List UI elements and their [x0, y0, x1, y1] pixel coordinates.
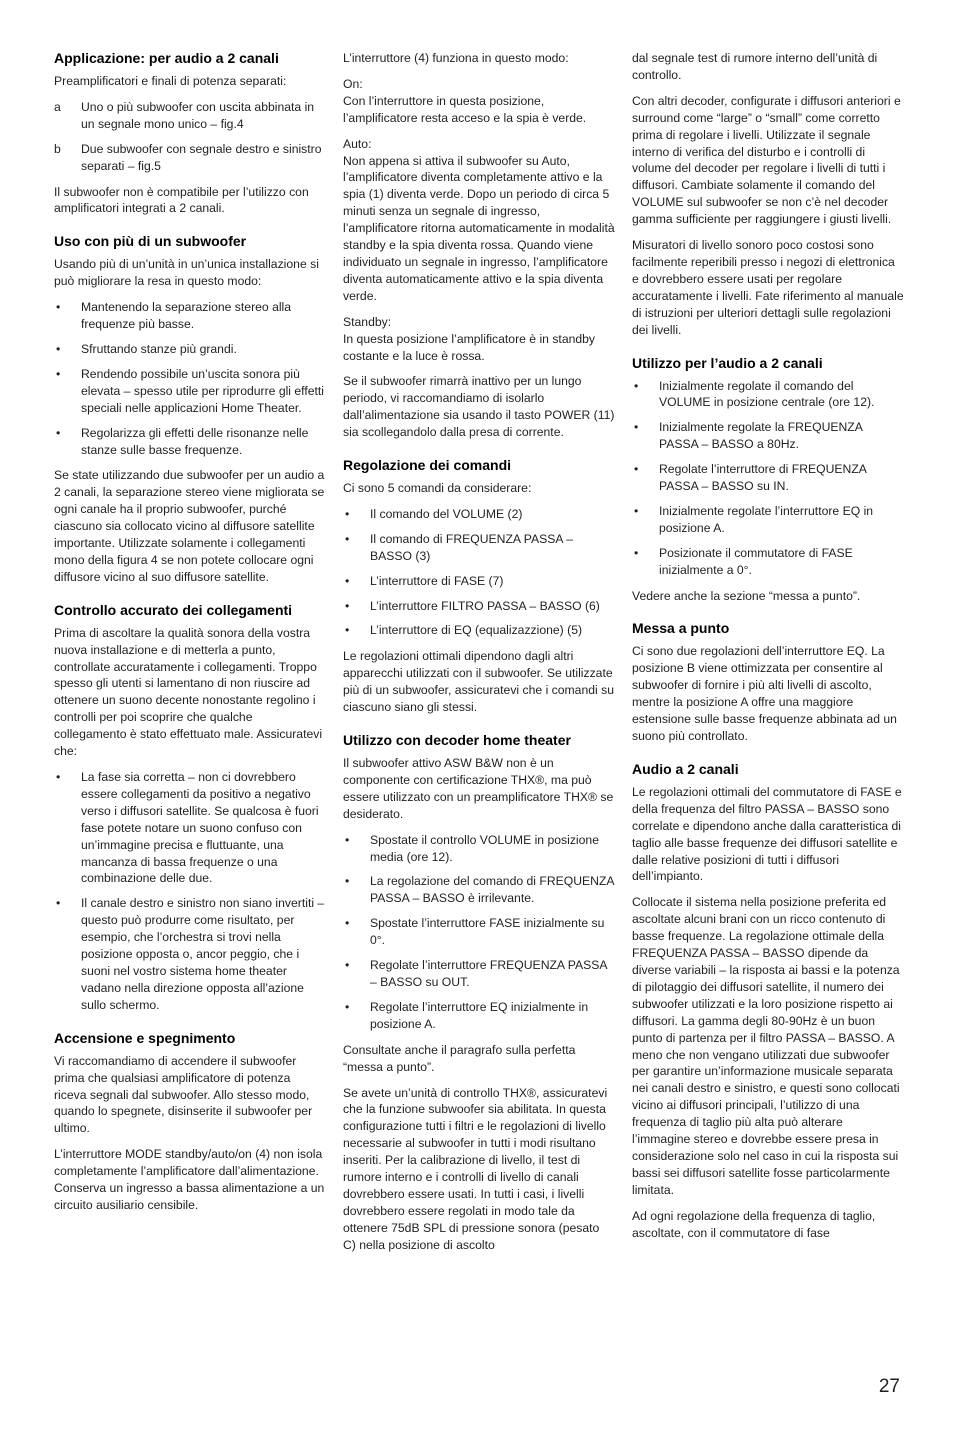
list-item [343, 873, 615, 907]
paragraph: Vi raccomandiamo di accendere il subwoofer prima che qualsiasi amplificatore di potenza riceva segnali dal subwoofer. Allo stesso modo, quando lo spegnete, disinserite il subwoofer per ultimo. [54, 1053, 313, 1136]
list-item [343, 957, 615, 991]
section-heading: Regolazione dei comandi [343, 457, 512, 474]
list-item-text: Regolarizza gli effetti delle risonanze nelle stanze sulle basse frequenze. [81, 425, 309, 457]
list-item-text: Spostate il controllo VOLUME in posizione media (ore 12). [370, 832, 599, 864]
bullet-marker: • [56, 300, 61, 315]
list-item-text: L’interruttore di FASE (7) [370, 573, 504, 588]
list-item [54, 141, 326, 175]
list-item [632, 378, 904, 412]
paragraph: Il subwoofer attivo ASW B&W non è un componente con certificazione THX®, ma può essere utilizzato con un preamplificatore THX® se desiderato. [343, 756, 614, 821]
paragraph: Ci sono 5 comandi da considerare: [343, 481, 532, 496]
section-audio-2-canali [632, 761, 904, 1242]
list-item [54, 99, 326, 133]
list-item-text: Il comando del VOLUME (2) [370, 506, 523, 521]
section-heading: Controllo accurato dei collegamenti [54, 601, 293, 618]
list-item-text: Il comando di FREQUENZA PASSA – BASSO (3) [370, 531, 573, 563]
paragraph: Collocate il sistema nella posizione preferita ed ascoltate alcuni brani con un ricco contenuto di basse frequenze. La regolazione ottimale della FREQUENZA PASSA – BASSO dipende da diverse variabili – la risposta ai bassi e la potenza di pilotaggio dei diffusori satellite, il numero dei subwoofer utilizzati e la loro posizione rispetto ai diffusori. La gamma degli 80-90Hz è un buon punto di partenza per il filtro PASSA – BASSO. A meno che non vengano utilizzati due subwoofer per garantire un’informazione musicale separata nei canali destro e sinistro, e questi sono collocati vicino ai diffusori principali, l’utilizzo di una frequenza di taglio più alta può alterare l’immagine stereo e dovrebbe essere presa in considerazione solo nel caso in cui la risposta sui bassi sei diffusori satellite fosse particolarmente limitata. [632, 895, 900, 1197]
bullet-marker: • [634, 503, 639, 518]
page-number: 27 [878, 1376, 900, 1397]
paragraph: L’interruttore MODE standby/auto/on (4) non isola completamente l’amplificatore dall’alimentazione. Conserva un ingresso a bassa alimentazione a un circuito ausiliario censibile. [54, 1147, 325, 1212]
list-item-text: Il canale destro e sinistro non siano invertiti – questo può produrre come risultato, per esempio, che l’orchestra si trovi nella posizione opposta o, ancor peggio, che i suoni nel vostro sistema home theater vadano nella direzione opposta all’azione sullo schermo. [81, 896, 325, 1012]
list-item-text: La regolazione del comando di FREQUENZA PASSA – BASSO è irrilevante. [370, 874, 614, 906]
list-item [632, 545, 904, 579]
list-item [54, 769, 326, 887]
bullet-marker: • [345, 916, 350, 931]
list-marker: b [54, 141, 61, 156]
bullet-marker: • [634, 420, 639, 435]
bullet-marker: • [634, 545, 639, 560]
list-item [343, 832, 615, 866]
bullet-list [343, 832, 615, 1033]
list-item-text: Posizionate il commutatore di FASE inizialmente a 0°. [659, 545, 853, 577]
paragraph: Se avete un’unità di controllo THX®, assicuratevi che la funzione subwoofer sia abilitata. In questa configurazione tutti i filtri e le regolazioni di livello necessarie al subwoofer in tutti i modi risultano inseriti. Per la calibrazione di livello, il test di rumore interno e i controlli di livello di canali dovrebbero essere usati. In tutti i casi, i livelli dovrebbero essere regolati in modo tale da ottenere 75dB SPL di pressione sonora (pesato C) nella posizione di ascolto [343, 1085, 608, 1252]
bullet-marker: • [345, 598, 350, 613]
lettered-list [54, 99, 326, 175]
list-item [54, 895, 326, 1013]
list-item-text: L’interruttore di EQ (equalizazzione) (5) [370, 623, 583, 638]
list-item [54, 366, 326, 417]
list-item [54, 425, 326, 459]
paragraph: Se il subwoofer rimarrà inattivo per un lungo periodo, vi raccomandiamo di isolarlo dall’alimentazione sia usando il tasto POWER (11) sia scollegandolo dalla presa di corrente. [343, 374, 615, 440]
bullet-marker: • [634, 462, 639, 477]
section-heading: Accensione e spegnimento [54, 1029, 236, 1046]
list-item-text: Regolate l’interruttore di FREQUENZA PASSA – BASSO su IN. [659, 462, 867, 494]
bullet-list [54, 769, 326, 1014]
bullet-list [54, 299, 326, 458]
paragraph: Ci sono due regolazioni dell’interruttore EQ. La posizione B viene ottimizzata per consentire al subwoofer di fornire i più alti livelli di ascolto, mentre la posizione A offre una maggiore estensione sulle basse frequenze abbinata ad un suono più controllato. [632, 644, 897, 743]
list-item [343, 573, 615, 590]
mode-label-standby: Standby: [343, 314, 392, 329]
list-item [54, 299, 326, 333]
paragraph: Usando più di un’unità in un’unica installazione si può migliorare la resa in questo modo: [54, 257, 319, 289]
list-item-text: Regolate l’interruttore EQ inizialmente in posizione A. [370, 999, 589, 1031]
bullet-marker: • [634, 378, 639, 393]
bullet-marker: • [56, 770, 61, 784]
list-item-text: Rendendo possibile un’uscita sonora più elevata – spesso utile per riprodurre gli effetti speciali nelle applicazioni Home Theater. [81, 366, 324, 415]
section-utilizzo-audio-2-canali [632, 355, 904, 605]
bullet-marker: • [345, 874, 350, 889]
section-heading: Audio a 2 canali [632, 760, 739, 777]
paragraph: Non appena si attiva il subwoofer su Auto, l’amplificatore diventa completamente attivo e la spia (1) diventa verde. Dopo un periodo di circa 5 minuti senza un segnale di ingresso, l’amplificatore ritorna automaticamente in modalità standby e la spia diventa rossa. Quando viene individuato un segnale in ingresso, l’amplificatore diventa automaticamente attivo e la spia diventa verde. [343, 153, 615, 303]
section-uso-piu-subwoofer [54, 233, 326, 585]
mode-label-auto: Auto: [343, 136, 372, 151]
section-continued [632, 50, 904, 339]
list-item [343, 915, 615, 949]
list-item [54, 341, 326, 358]
paragraph: Preamplificatori e finali di potenza separati: [54, 74, 287, 88]
paragraph: L’interruttore (4) funziona in questo modo: [343, 51, 569, 65]
bullet-marker: • [345, 999, 350, 1014]
paragraph: Vedere anche la sezione “messa a punto”. [632, 588, 861, 603]
list-marker: a [54, 99, 61, 114]
list-item [343, 622, 615, 639]
bullet-marker: • [56, 366, 61, 381]
section-decoder-home-theater [343, 732, 615, 1254]
column-1 [54, 50, 326, 1230]
paragraph: Consultate anche il paragrafo sulla perfetta “messa a punto”. [343, 1042, 576, 1074]
bullet-marker: • [345, 506, 350, 521]
list-item-text: Regolate l’interruttore FREQUENZA PASSA – BASSO su OUT. [370, 958, 607, 989]
paragraph: Ad ogni regolazione della frequenza di taglio, ascoltate, con il commutatore di fase [632, 1208, 876, 1240]
section-heading: Uso con più di un subwoofer [54, 233, 247, 250]
section-heading: Applicazione: per audio a 2 canali [54, 50, 279, 66]
list-item-text: Inizialmente regolate l’interruttore EQ in posizione A. [659, 503, 874, 535]
section-messa-a-punto [632, 620, 904, 744]
section-controllo-collegamenti [54, 602, 326, 1014]
section-accensione-spegnimento [54, 1030, 326, 1214]
list-item [343, 999, 615, 1033]
paragraph: In questa posizione l’amplificatore è in standby costante e la luce è rossa. [343, 331, 596, 363]
bullet-marker: • [56, 425, 61, 440]
section-regolazione-comandi [343, 457, 615, 716]
bullet-marker: • [345, 832, 350, 847]
paragraph: Il subwoofer non è compatibile per l’utilizzo con amplificatori integrati a 2 canali. [54, 184, 309, 216]
column-3 [632, 50, 904, 1257]
paragraph: Con l’interruttore in questa posizione, l’amplificatore resta acceso e la spia è verde. [343, 93, 587, 125]
bullet-marker: • [56, 896, 61, 911]
section-heading: Utilizzo con decoder home theater [343, 732, 571, 748]
list-item [632, 419, 904, 453]
paragraph: Le regolazioni ottimali del commutatore di FASE e della frequenza del filtro PASSA – BASSO sono correlate e dipendono anche dalla caratteristica di taglio alle basse frequenze dei diffusori satellite e dalle relative posizioni di tutti i diffusori dell’impianto. [632, 784, 902, 884]
list-item [343, 506, 615, 523]
bullet-list [632, 378, 904, 579]
bullet-marker: • [345, 531, 350, 546]
paragraph: Prima di ascoltare la qualità sonora della vostra nuova installazione e di metterla a punto, controllate accuratamente i collegamenti. Troppo spesso gli utenti si lamentano di non riuscire ad ottenere un suono decente nonostante regolino i controlli per poi scoprire che qualche collegamento è stato effettuato male. Assicuratevi che: [54, 625, 323, 759]
paragraph: dal segnale test di rumore interno dell’unità di controllo. [632, 51, 878, 82]
column-2 [343, 50, 615, 1270]
section-heading: Messa a punto [632, 620, 730, 637]
list-item [343, 531, 615, 565]
bullet-list [343, 506, 615, 639]
bullet-marker: • [56, 341, 61, 356]
bullet-marker: • [345, 573, 350, 588]
list-item [343, 598, 615, 615]
paragraph: Se state utilizzando due subwoofer per un audio a 2 canali, la separazione stereo viene migliorata se ogni canale ha il proprio subwoofer, purché ciascuno sia collocato vicino al diffusore satellite importante. Utilizzate solamente i collegamenti mono della figura 4 se non potete collocare ogni diffusore vicino al suo diffusore satellite. [54, 468, 325, 584]
bullet-marker: • [345, 623, 350, 638]
paragraph: Con altri decoder, configurate i diffusori anteriori e surround come “large” o “small” come corretto prima di regolare i livelli. Utilizzate il segnale interno di verifica del disturbo e i controlli di volume del decoder per regolare i livelli di tutti i diffusori. Cambiate solamente il comando del VOLUME sul subwoofer se non c’è nel decoder gamma sufficiente per raggiungere i giusti livelli. [632, 93, 901, 227]
list-item-text: Mantenendo la separazione stereo alla frequenze più basse. [81, 300, 292, 332]
list-item-text: Due subwoofer con segnale destro e sinistro separati – fig.5 [81, 141, 322, 173]
paragraph: Misuratori di livello sonoro poco costosi sono facilmente reperibili presso i negozi di elettronica e dovrebbero essere usati per regolare accuratamente i livelli. Fate riferimento al manuale di istruzioni per ulteriori dettagli sulle regolazioni dei livelli. [632, 238, 904, 337]
list-item [632, 461, 904, 495]
list-item-text: Sfruttando stanze più grandi. [81, 341, 237, 356]
section-applicazione-audio-2-canali [54, 50, 326, 217]
list-item-text: La fase sia corretta – non ci dovrebbero essere collegamenti da positivo a negativo verso i diffusori satellite. Se qualcosa è fuori fase potete notare un suono confuso con un’immagine precisa e fluttuante, una mancanza di bassa frequenze o una combinazione delle due. [81, 770, 319, 886]
list-item [632, 503, 904, 537]
mode-label-on: On: [343, 76, 363, 91]
list-item-text: Inizialmente regolate la FREQUENZA PASSA – BASSO a 80Hz. [659, 420, 863, 452]
bullet-marker: • [345, 958, 350, 973]
list-item-text: Uno o più subwoofer con uscita abbinata in un segnale mono unico – fig.4 [81, 99, 315, 131]
section-heading: Utilizzo per l’audio a 2 canali [632, 354, 823, 371]
list-item-text: Spostate l’interruttore FASE inizialmente su 0°. [370, 916, 605, 948]
list-item-text: L’interruttore FILTRO PASSA – BASSO (6) [370, 598, 600, 613]
list-item-text: Inizialmente regolate il comando del VOLUME in posizione centrale (ore 12). [659, 378, 875, 410]
section-interruttore-mode [343, 50, 615, 441]
paragraph: Le regolazioni ottimali dipendono dagli altri apparecchi utilizzati con il subwoofer. Se utilizzate più di un subwoofer, assicuratevi che i comandi su ciascuno siano gli stessi. [343, 649, 614, 715]
